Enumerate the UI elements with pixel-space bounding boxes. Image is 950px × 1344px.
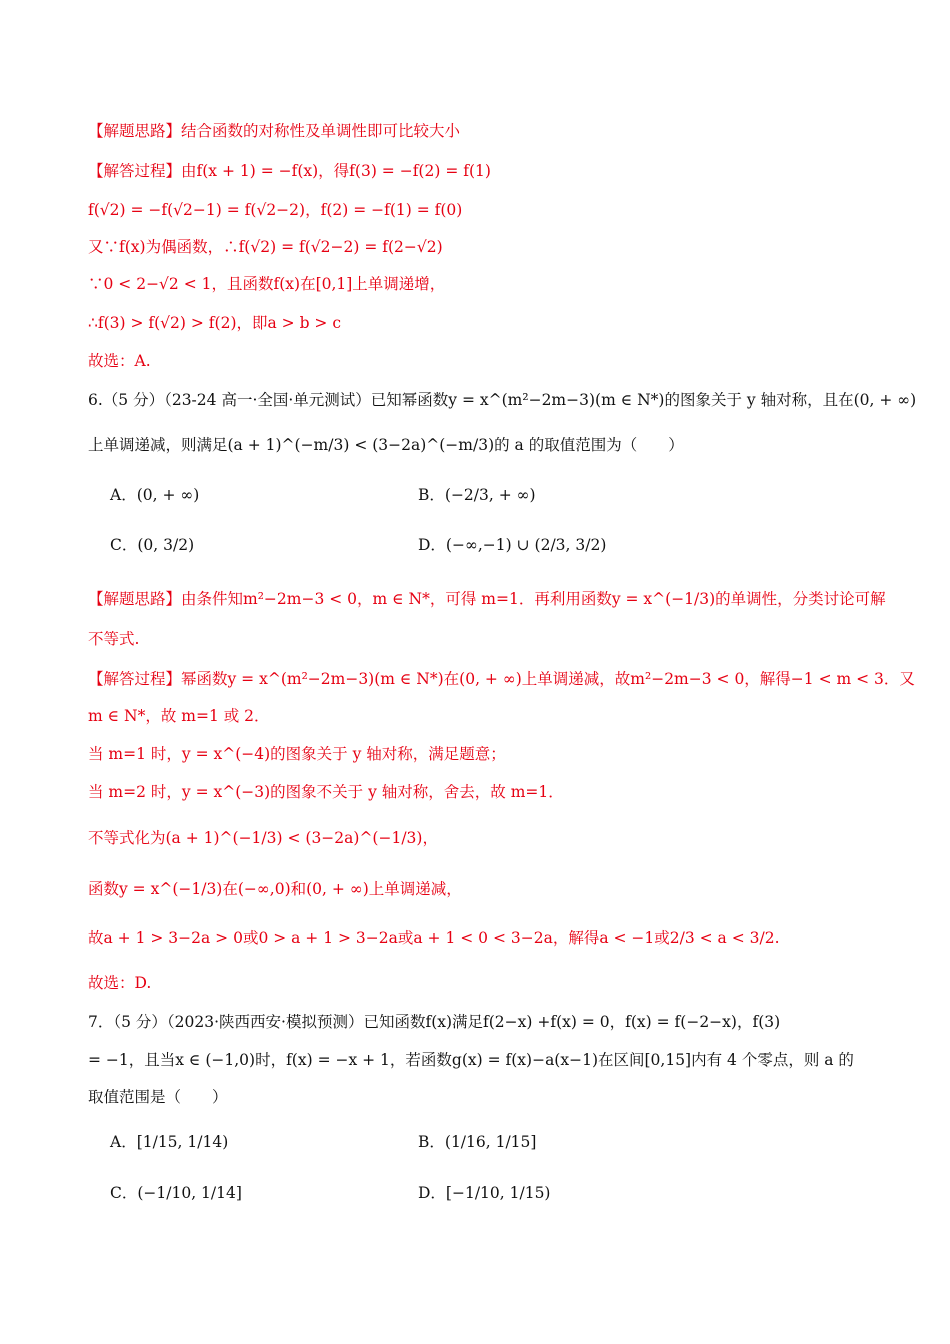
solution5-process-3: 又∵f(x)为偶函数，∴f(√2) = f(√2−2) = f(2−√2): [88, 238, 443, 256]
question6-option-b: B．(−2/3, + ∞): [418, 486, 536, 504]
solution6-process-1: 【解答过程】幂函数y = x^(m²−2m−3)(m ∈ N*)在(0, + ∞)上单调递减，故m²−2m−3 < 0，解得−1 < m < 3．又: [88, 670, 915, 688]
solution6-process-6: 函数y = x^(−1/3)在(−∞,0)和(0, + ∞)上单调递减，: [88, 880, 462, 898]
solution6-process-4: 当 m=2 时，y = x^(−3)的图象不关于 y 轴对称，舍去，故 m=1．: [88, 783, 564, 801]
solution6-idea-2: 不等式.: [88, 630, 140, 648]
solution5-idea: 【解题思路】结合函数的对称性及单调性即可比较大小: [88, 122, 461, 140]
solution5-process-2: f(√2) = −f(√2−1) = f(√2−2)，f(2) = −f(1) = f(0): [88, 201, 463, 219]
solution6-process-3: 当 m=1 时，y = x^(−4)的图象关于 y 轴对称，满足题意；: [88, 745, 506, 763]
solution5-answer: 故选：A.: [88, 352, 151, 370]
solution6-answer: 故选：D.: [88, 974, 152, 992]
solution6-process-7: 故a + 1 > 3−2a > 0或0 > a + 1 > 3−2a或a + 1 < 0 < 3−2a，解得a < −1或2/3 < a < 3/2.: [88, 929, 780, 947]
solution6-process-2: m ∈ N*，故 m=1 或 2．: [88, 707, 270, 725]
solution5-process-4: ∵0 < 2−√2 < 1，且函数f(x)在[0,1]上单调递增，: [88, 275, 446, 293]
solution6-process-5: 不等式化为(a + 1)^(−1/3) < (3−2a)^(−1/3)，: [88, 829, 438, 847]
question6-option-d: D．(−∞,−1) ∪ (2/3, 3/2): [418, 536, 607, 554]
question6-option-a: A．(0, + ∞): [110, 486, 200, 504]
solution6-idea-1: 【解题思路】由条件知m²−2m−3 < 0，m ∈ N*，可得 m=1．再利用函数y = x^(−1/3)的单调性，分类讨论可解: [88, 590, 886, 608]
solution5-process-5: ∴f(3) > f(√2) > f(2)，即a > b > c: [88, 314, 342, 332]
question7-option-b: B．(1/16, 1/15]: [418, 1133, 537, 1151]
question7-stem-line1: 7．（5 分）（2023·陕西西安·模拟预测）已知函数f(x)满足f(2−x) +f(x) = 0，f(x) = f(−2−x)，f(3): [88, 1013, 781, 1031]
question6-stem-line2: 上单调递减，则满足(a + 1)^(−m/3) < (3−2a)^(−m/3)的 a 的取值范围为（ ）: [88, 436, 684, 454]
question7-option-a: A．[1/15, 1/14): [110, 1133, 229, 1151]
question7-option-d: D．[−1/10, 1/15): [418, 1184, 551, 1202]
question7-option-c: C．(−1/10, 1/14]: [110, 1184, 242, 1202]
question7-stem-line2: = −1，且当x ∈ (−1,0)时，f(x) = −x + 1，若函数g(x) = f(x)−a(x−1)在区间[0,15]内有 4 个零点，则 a 的: [88, 1051, 854, 1069]
solution5-process-1: 【解答过程】由f(x + 1) = −f(x)，得f(3) = −f(2) = f(1): [88, 162, 491, 180]
question6-stem-line1: 6.（5 分）（23-24 高一·全国·单元测试）已知幂函数y = x^(m²−2m−3)(m ∈ N*)的图象关于 y 轴对称，且在(0, + ∞): [88, 391, 917, 409]
question6-option-c: C．(0, 3/2): [110, 536, 195, 554]
question7-stem-line3: 取值范围是（ ）: [88, 1088, 228, 1106]
